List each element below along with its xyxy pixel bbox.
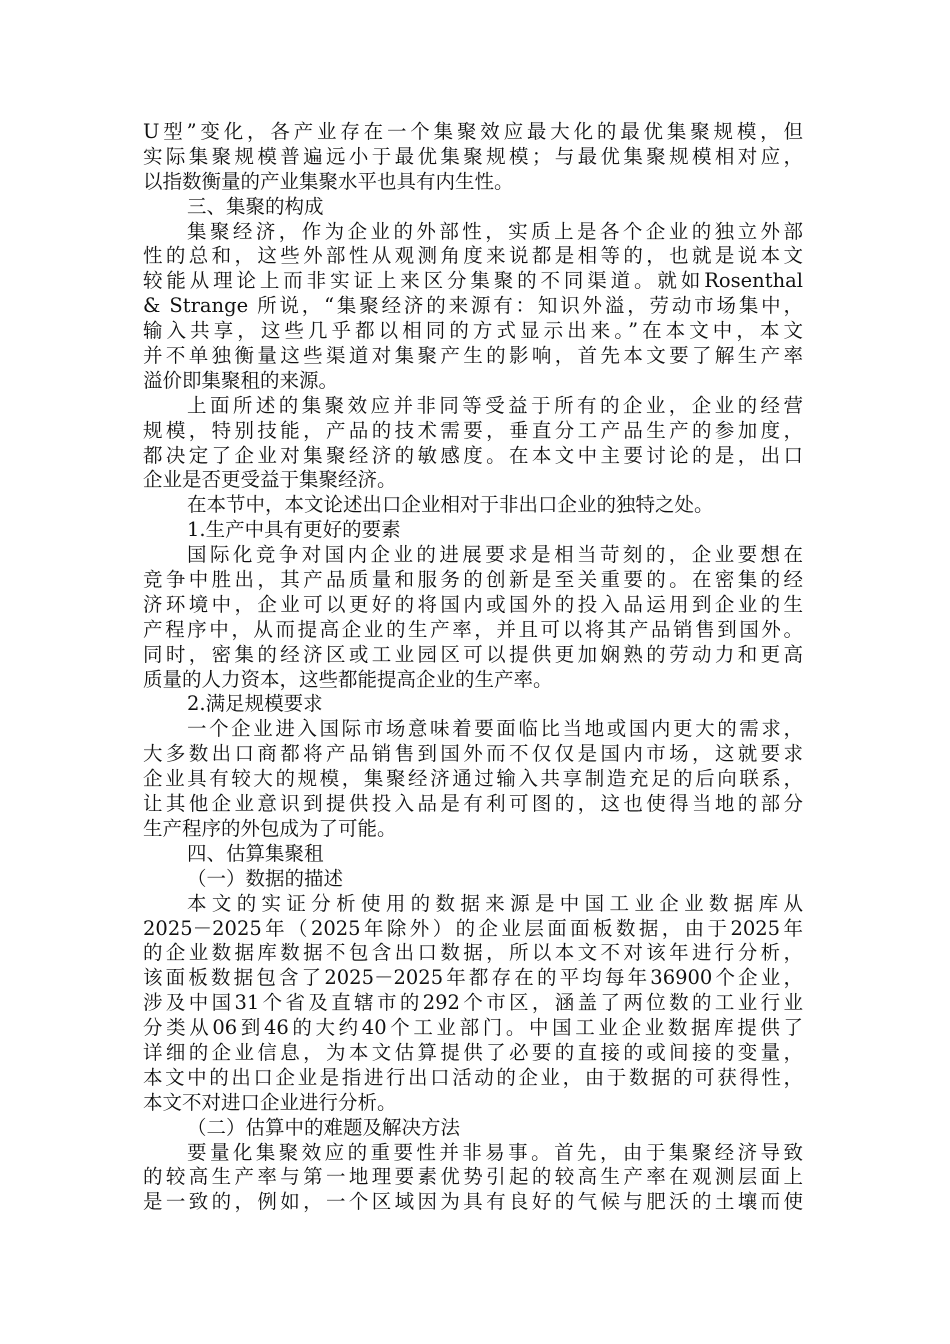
body-text [143, 120, 803, 1215]
text-line: U型”变化，各产业存在一个集聚效应最大化的最优集聚规模，但 [143, 120, 803, 143]
text-line: 济环境中，企业可以更好的将国内或国外的投入品运用到企业的生 [143, 592, 803, 616]
section-heading: （一）数据的描述 [187, 866, 344, 890]
text-line: 的企业数据库数据不包含出口数据，所以本文不对该年进行分析， [143, 941, 803, 965]
text-line: 性的总和，这些外部性从观测角度来说都是相等的，也就是说本文 [143, 244, 803, 268]
text-line: 要量化集聚效应的重要性并非易事。首先，由于集聚经济导致 [187, 1140, 803, 1164]
text-line: 企业是否更受益于集聚经济。 [143, 468, 397, 492]
text-line: 企业具有较大的规模，集聚经济通过输入共享制造充足的后向联系， [143, 767, 803, 791]
text-line: 本文中的出口企业是指进行出口活动的企业，由于数据的可获得性， [143, 1065, 803, 1089]
text-line: 生产程序的外包成为了可能。 [143, 816, 397, 840]
text-line: 涉及中国31个省及直辖市的292个市区，涵盖了两位数的工业行业 [143, 991, 803, 1015]
text-line: 溢价即集聚租的来源。 [143, 368, 339, 392]
text-line: 较能从理论上而非实证上来区分集聚的不同渠道。就如Rosenthal [143, 269, 803, 293]
section-heading: 在本节中，本文论述出口企业相对于非出口企业的独特之处。 [187, 493, 714, 517]
text-line: 国际化竞争对国内企业的进展要求是相当苛刻的，企业要想在 [187, 543, 803, 567]
text-line: 该面板数据包含了2025－2025年都存在的平均每年36900个企业， [143, 966, 803, 990]
section-heading: 1.生产中具有更好的要素 [187, 518, 401, 542]
text-line: 并不单独衡量这些渠道对集聚产生的影响，首先本文要了解生产率 [143, 344, 803, 368]
text-line: 分类从06到46的大约40个工业部门。中国工业企业数据库提供了 [143, 1016, 803, 1040]
section-heading: 2.满足规模要求 [187, 692, 323, 716]
text-line: 2025－2025年（2025年除外）的企业层面面板数据，由于2025年 [143, 916, 803, 940]
text-line: 本文的实证分析使用的数据来源是中国工业企业数据库从 [187, 891, 803, 915]
text-line: 大多数出口商都将产品销售到国外而不仅仅是国内市场，这就要求 [143, 742, 803, 766]
text-line: & Strange 所说，“集聚经济的来源有：知识外溢，劳动市场集中， [143, 294, 803, 318]
text-line: 集聚经济，作为企业的外部性，实质上是各个企业的独立外部 [187, 219, 803, 243]
text-line: 输入共享，这些几乎都以相同的方式显示出来。”在本文中，本文 [143, 319, 803, 343]
text-line: 是一致的，例如，一个区域因为具有良好的气候与肥沃的土壤而使 [143, 1190, 803, 1214]
text-line: 都决定了企业对集聚经济的敏感度。在本文中主要讨论的是，出口 [143, 443, 803, 467]
text-line: 本文不对进口企业进行分析。 [143, 1090, 397, 1114]
section-heading: （二）估算中的难题及解决方法 [187, 1115, 461, 1139]
text-line: 规模，特别技能，产品的技术需要，垂直分工产品生产的参加度， [143, 418, 803, 442]
section-heading: 四、估算集聚租 [187, 841, 324, 865]
text-line: 一个企业进入国际市场意味着要面临比当地或国内更大的需求， [187, 717, 803, 741]
text-line: 上面所述的集聚效应并非同等受益于所有的企业，企业的经营 [187, 393, 803, 417]
text-line: 产程序中，从而提高企业的生产率，并且可以将其产品销售到国外。 [143, 617, 803, 641]
section-heading: 三、集聚的构成 [187, 194, 324, 218]
text-line: 竞争中胜出，其产品质量和服务的创新是至关重要的。在密集的经 [143, 568, 803, 592]
text-line: 让其他企业意识到提供投入品是有利可图的，这也使得当地的部分 [143, 792, 803, 816]
text-line: 以指数衡量的产业集聚水平也具有内生性。 [143, 169, 514, 193]
text-line: 质量的人力资本，这些都能提高企业的生产率。 [143, 667, 553, 691]
text-line: 实际集聚规模普遍远小于最优集聚规模；与最优集聚规模相对应， [143, 144, 803, 168]
text-line: 的较高生产率与第一地理要素优势引起的较高生产率在观测层面上 [143, 1165, 803, 1189]
text-line: 同时，密集的经济区或工业园区可以提供更加娴熟的劳动力和更高 [143, 642, 803, 666]
text-line: 详细的企业信息，为本文估算提供了必要的直接的或间接的变量， [143, 1040, 803, 1064]
